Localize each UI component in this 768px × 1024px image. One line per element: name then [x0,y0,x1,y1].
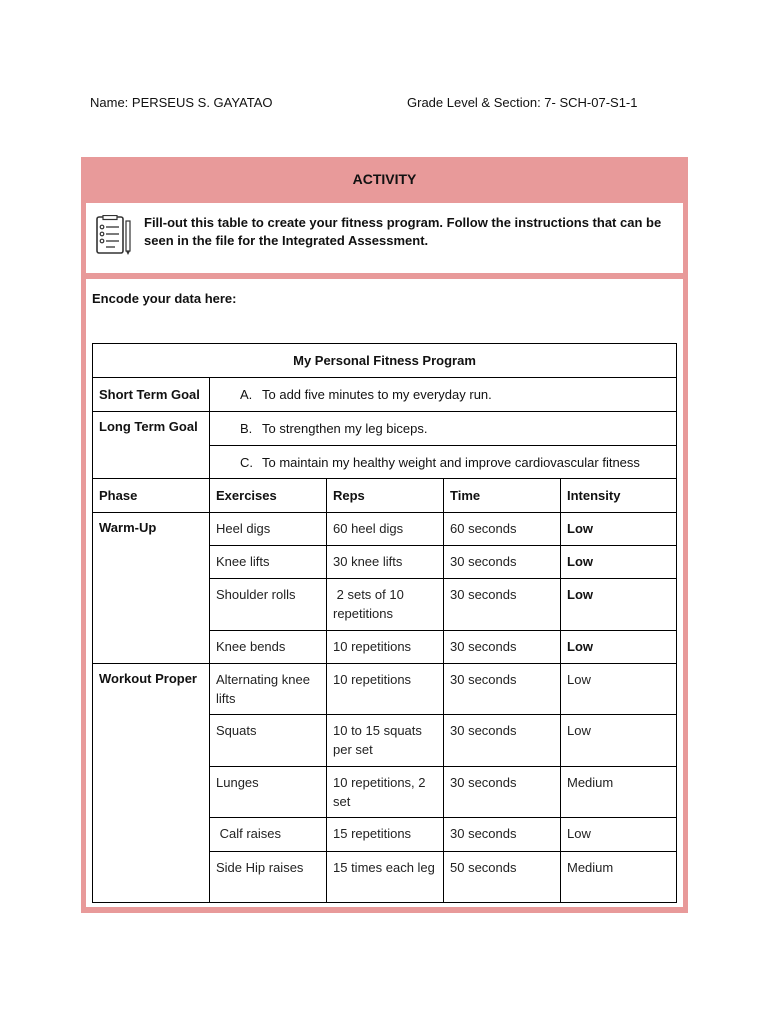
exercise-cell: Heel digs [210,513,327,546]
long-term-goal-label: Long Term Goal [93,412,210,479]
reps-cell: 10 to 15 squats per set [327,715,444,767]
reps-cell: 60 heel digs [327,513,444,546]
reps-cell: 30 knee lifts [327,546,444,579]
fitness-program-table [92,343,677,903]
exercise-cell: Shoulder rolls [210,579,327,631]
time-cell: 60 seconds [444,513,561,546]
column-header: Reps [327,479,444,513]
student-name: Name: PERSEUS S. GAYATAO [90,95,273,110]
goal-text: To maintain my healthy weight and improve cardiovascular fitness [262,454,640,470]
short-term-goal-label: Short Term Goal [93,378,210,412]
goal-letter: A. [240,387,253,402]
intensity-cell: Low [561,664,677,715]
instruction-text: Fill-out this table to create your fitness program. Follow the instructions that can be seen in the file for the Integrated Assessment. [144,215,662,248]
exercise-cell: Calf raises [210,818,327,852]
goal-c [210,446,677,479]
instruction-box [86,203,683,273]
time-cell: 30 seconds [444,579,561,631]
intensity-cell: Low [561,631,677,664]
goal-text: To strengthen my leg biceps. [262,421,428,436]
reps-cell: 15 times each leg [327,852,444,903]
grade-section: Grade Level & Section: 7- SCH-07-S1-1 [407,95,638,110]
phase-cell: Warm-Up [93,513,210,664]
phase-cell: Workout Proper [93,664,210,903]
intensity-cell: Low [561,513,677,546]
reps-cell: 10 repetitions [327,664,444,715]
time-cell: 30 seconds [444,818,561,852]
activity-title: ACTIVITY [352,171,417,187]
table-row [93,513,677,546]
intensity-cell: Low [561,818,677,852]
exercise-cell: Side Hip raises [210,852,327,903]
checklist-icon [95,215,133,262]
column-header: Phase [93,479,210,513]
intensity-cell: Low [561,715,677,767]
goal-a [210,378,677,412]
exercise-cell: Squats [210,715,327,767]
goal-text: To add five minutes to my everyday run. [262,387,492,402]
column-header: Time [444,479,561,513]
time-cell: 50 seconds [444,852,561,903]
goal-letter: C. [240,454,253,470]
exercise-cell: Knee lifts [210,546,327,579]
column-header: Exercises [210,479,327,513]
intensity-cell: Low [561,546,677,579]
goal-letter: B. [240,421,253,436]
time-cell: 30 seconds [444,546,561,579]
table-row [93,664,677,715]
time-cell: 30 seconds [444,767,561,818]
time-cell: 30 seconds [444,664,561,715]
reps-cell: 15 repetitions [327,818,444,852]
encode-label: Encode your data here: [92,291,237,306]
time-cell: 30 seconds [444,715,561,767]
reps-cell: 10 repetitions, 2 set [327,767,444,818]
goal-b [210,412,677,446]
exercise-cell: Knee bends [210,631,327,664]
time-cell: 30 seconds [444,631,561,664]
intensity-cell: Medium [561,767,677,818]
column-header: Intensity [561,479,677,513]
intensity-cell: Low [561,579,677,631]
exercise-cell: Lunges [210,767,327,818]
exercise-cell: Alternating knee lifts [210,664,327,715]
reps-cell: 2 sets of 10 repetitions [327,579,444,631]
intensity-cell: Medium [561,852,677,903]
program-title: My Personal Fitness Program [93,344,677,378]
reps-cell: 10 repetitions [327,631,444,664]
